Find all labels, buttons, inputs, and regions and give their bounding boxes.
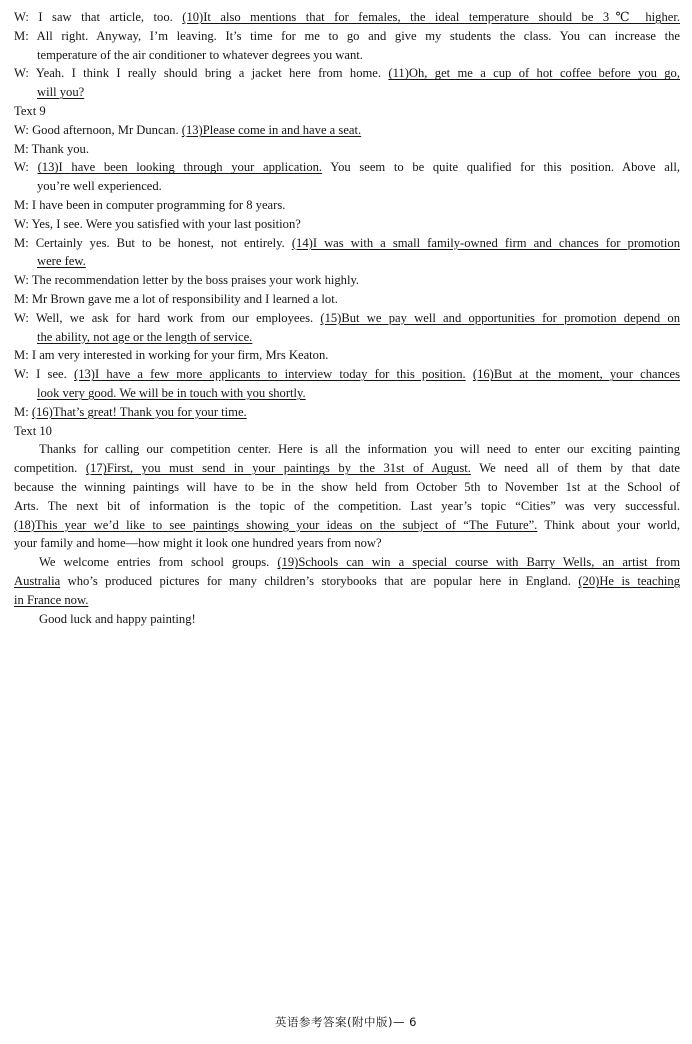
underlined-answer-text: (16)That’s great! Thank you for your time. (31, 404, 247, 419)
underlined-answer-text: (19)Schools can win a special course with Barry Wells, an artist from (277, 555, 680, 570)
transcript-text: Text 10 (14, 423, 52, 438)
transcript-text: M: Certainly yes. But to be honest, not entirely. (14, 235, 292, 250)
text-line (14, 553, 680, 572)
text-line (14, 252, 680, 271)
answer-key-transcript (14, 8, 680, 628)
text-line (14, 8, 680, 27)
transcript-text: you’re well experienced. (37, 179, 162, 194)
text-line (14, 516, 680, 535)
text-line (14, 572, 680, 591)
underlined-answer-text: (15)But we pay well and opportunities for promotion depend on (320, 310, 680, 325)
underlined-answer-text: look very good. We will be in touch with you shortly. (37, 385, 306, 400)
text-line (14, 102, 680, 121)
text-line (14, 384, 680, 403)
transcript-text: W: Well, we ask for hard work from our employees. (14, 310, 321, 325)
text-line (14, 234, 680, 253)
transcript-text: M: All right. Anyway, I’m leaving. It’s time for me to go and give my students the class. You can increase the (14, 28, 680, 43)
underlined-answer-text: (14)I was with a small family-owned firm and chances for promotion (291, 235, 680, 250)
text-line (14, 422, 680, 441)
transcript-text: M: I am very interested in working for your firm, Mrs Keaton. (14, 348, 329, 363)
text-line (14, 534, 680, 553)
transcript-text: M: (14, 404, 32, 419)
text-line (14, 365, 680, 384)
text-line (14, 478, 680, 497)
transcript-text: Arts. The next bit of information is the topic of the competition. Last year’s topic “Cities” was very successful. (14, 498, 680, 513)
transcript-text (466, 367, 473, 381)
text-line (14, 328, 680, 347)
underlined-answer-text: in France now. (14, 592, 89, 607)
text-line (14, 440, 680, 459)
text-line (14, 271, 680, 290)
text-line (14, 27, 680, 46)
text-line (14, 610, 680, 629)
underlined-answer-text: were few. (37, 254, 86, 269)
text-line (14, 83, 680, 102)
transcript-text: M: Thank you. (14, 141, 89, 156)
transcript-text: W: The recommendation letter by the boss praises your work highly. (14, 273, 360, 288)
text-line (14, 591, 680, 610)
transcript-text: M: Mr Brown gave me a lot of responsibility and I learned a lot. (14, 291, 338, 306)
underlined-answer-text: (13)Please come in and have a seat. (181, 122, 362, 137)
transcript-text: We welcome entries from school groups. (39, 555, 278, 570)
transcript-text: temperature of the air conditioner to whatever degrees you want. (37, 47, 363, 62)
underlined-answer-text: (10)It also mentions that for females, the ideal temperature should be 3℃ higher. (182, 10, 680, 24)
text-line (14, 46, 680, 65)
text-line (14, 177, 680, 196)
text-line (14, 497, 680, 516)
transcript-text: W: Good afternoon, Mr Duncan. (14, 122, 182, 137)
text-line (14, 121, 680, 140)
transcript-text: W: I saw that article, too. (14, 10, 183, 24)
underlined-answer-text: (13)I have a few more applicants to interview today for this position. (74, 367, 466, 382)
transcript-text: You seem to be quite qualified for this position. Above all, (322, 160, 680, 175)
transcript-text: Think about your world, (537, 517, 681, 532)
underlined-answer-text: (16)But at the moment, your chances (472, 367, 680, 382)
page-footer: 英语参考答案(附中版)— 6 (275, 1015, 417, 1029)
transcript-text: who’s produced pictures for many children’s storybooks that are popular here in England. (60, 573, 579, 588)
text-line (14, 158, 680, 177)
underlined-answer-text: the ability, not age or the length of service. (37, 329, 253, 344)
underlined-answer-text: (13)I have been looking through your application. (37, 160, 323, 175)
text-line (14, 290, 680, 309)
transcript-text: because the winning paintings will have to be in the show held from October 5th to November 1st at the School of (14, 479, 680, 494)
text-line (14, 346, 680, 365)
transcript-text: your family and home—how might it look one hundred years from now? (14, 536, 382, 551)
underlined-answer-text: will you? (37, 85, 85, 100)
transcript-text: W: I see. (14, 367, 74, 382)
transcript-text: W: Yes, I see. Were you satisfied with your last position? (14, 216, 301, 231)
text-line (14, 196, 680, 215)
transcript-text: We need all of them by that date (470, 461, 680, 476)
underlined-answer-text: (18)This year we’d like to see paintings showing your ideas on the subject of “The Future”. (14, 517, 538, 532)
transcript-text: competition. (14, 461, 86, 476)
text-line (14, 459, 680, 478)
underlined-answer-text: (20)He is teaching (578, 573, 680, 588)
text-line (14, 140, 680, 159)
underlined-answer-text: Australia (14, 573, 61, 588)
transcript-text: W: Yeah. I think I really should bring a jacket here from home. (14, 66, 389, 81)
transcript-text: M: I have been in computer programming for 8 years. (14, 197, 286, 212)
transcript-text: Text 9 (14, 103, 46, 118)
transcript-text: W: (14, 160, 38, 175)
text-line (14, 309, 680, 328)
text-line (14, 403, 680, 422)
underlined-answer-text: (17)First, you must send in your paintings by the 31st of August. (85, 461, 471, 476)
text-line (14, 64, 680, 83)
underlined-answer-text: (11)Oh, get me a cup of hot coffee before you go, (388, 66, 680, 81)
text-line (14, 215, 680, 234)
transcript-text: Good luck and happy painting! (39, 611, 196, 626)
transcript-text: Thanks for calling our competition center. Here is all the information you will need to enter our exciting painting (39, 442, 680, 457)
